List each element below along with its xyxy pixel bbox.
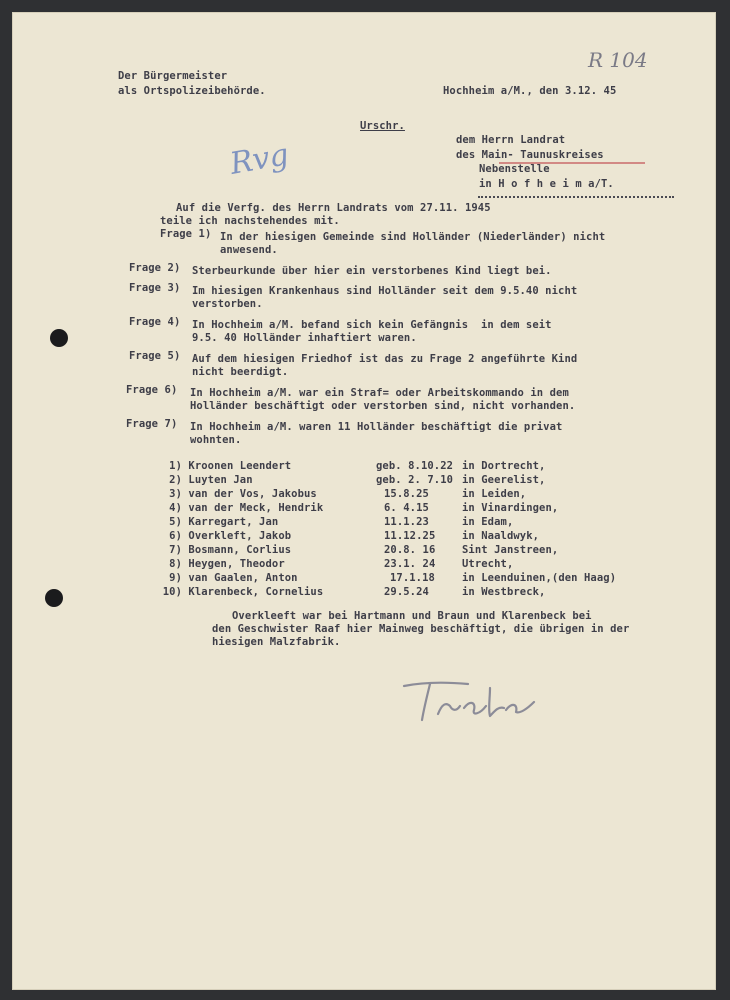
annotation-blue-mark: Rvg (227, 137, 292, 182)
person-born: 23.1. 24 (384, 558, 436, 570)
urschr-label: Urschr. (360, 120, 405, 132)
question-4-line-2: 9.5. 40 Holländer inhaftiert waren. (192, 332, 417, 344)
person-place: in Dortrecht, (462, 460, 546, 472)
person-row: 1) Kroonen Leendert (169, 460, 292, 472)
handwritten-signature (394, 672, 544, 728)
question-3-line-1: Im hiesigen Krankenhaus sind Holländer seit dem 9.5.40 nicht (192, 285, 578, 297)
question-4-label: Frage 4) (129, 316, 181, 328)
question-5-line-2: nicht beerdigt. (192, 366, 289, 378)
question-3-label: Frage 3) (129, 282, 181, 294)
address-rule (478, 196, 674, 199)
person-place: in Leenduinen,(den Haag) (462, 572, 617, 584)
person-born: 29.5.24 (384, 586, 429, 598)
person-place: Sint Janstreen, (462, 544, 559, 556)
person-row: 6) Overkleft, Jakob (169, 530, 292, 542)
question-6-label: Frage 6) (126, 384, 178, 396)
recipient-line-4: in H o f h e i m a/T. (479, 178, 614, 190)
intro-line-1: Auf die Verfg. des Herrn Landrats vom 27.11. 1945 (176, 202, 491, 214)
person-born: 11.12.25 (384, 530, 436, 542)
person-born: geb. 8.10.22 (376, 460, 454, 472)
person-place: in Naaldwyk, (462, 530, 540, 542)
intro-line-2: teile ich nachstehendes mit. (160, 215, 340, 227)
recipient-line-3: Nebenstelle (479, 163, 550, 175)
person-row: 10) Klarenbeck, Cornelius (162, 586, 324, 598)
person-place: in Edam, (462, 516, 514, 528)
punch-hole-top (50, 329, 68, 347)
document-page (12, 12, 716, 990)
question-6-line-1: In Hochheim a/M. war ein Straf= oder Arbeitskommando in dem (190, 387, 569, 399)
sender-line-1: Der Bürgermeister (118, 70, 228, 82)
person-place: in Geerelist, (462, 474, 546, 486)
person-place: in Leiden, (462, 488, 527, 500)
question-7-label: Frage 7) (126, 418, 178, 430)
question-2-label: Frage 2) (129, 262, 181, 274)
question-4-line-1: In Hochheim a/M. befand sich kein Gefängnis in dem seit (192, 319, 552, 331)
closing-line-1: Overkleeft war bei Hartmann und Braun und Klarenbeck bei (232, 610, 592, 622)
closing-line-3: hiesigen Malzfabrik. (212, 636, 341, 648)
place-date: Hochheim a/M., den 3.12. 45 (443, 85, 617, 97)
question-1-line-1: In der hiesigen Gemeinde sind Holländer (Niederländer) nicht (220, 231, 606, 243)
question-7-line-2: wohnten. (190, 434, 242, 446)
person-born: 11.1.23 (384, 516, 429, 528)
question-7-line-1: In Hochheim a/M. waren 11 Holländer beschäftigt die privat (190, 421, 563, 433)
annotation-top-right: R 104 (588, 48, 648, 72)
person-born: 17.1.18 (390, 572, 435, 584)
person-place: in Westbreck, (462, 586, 546, 598)
closing-line-2: den Geschwister Raaf hier Mainweg beschäftigt, die übrigen in der (212, 623, 630, 635)
recipient-line-2: des Main- Taunuskreises (456, 149, 604, 161)
person-row: 4) van der Meck, Hendrik (169, 502, 324, 514)
person-place: Utrecht, (462, 558, 514, 570)
person-row: 9) van Gaalen, Anton (169, 572, 298, 584)
person-place: in Vinardingen, (462, 502, 559, 514)
recipient-line-1: dem Herrn Landrat (456, 134, 566, 146)
person-row: 5) Karregart, Jan (169, 516, 279, 528)
person-born: geb. 2. 7.10 (376, 474, 454, 486)
question-2-line-1: Sterbeurkunde über hier ein verstorbenes Kind liegt bei. (192, 265, 552, 277)
question-5-label: Frage 5) (129, 350, 181, 362)
question-6-line-2: Holländer beschäftigt oder verstorben sind, nicht vorhanden. (190, 400, 576, 412)
question-1-label: Frage 1) (160, 228, 212, 240)
person-born: 15.8.25 (384, 488, 429, 500)
sender-line-2: als Ortspolizeibehörde. (118, 85, 266, 97)
person-row: 7) Bosmann, Corlius (169, 544, 292, 556)
person-born: 20.8. 16 (384, 544, 436, 556)
question-1-line-2: anwesend. (220, 244, 278, 256)
punch-hole-bottom (45, 589, 63, 607)
person-row: 3) van der Vos, Jakobus (169, 488, 317, 500)
person-row: 2) Luyten Jan (169, 474, 253, 486)
person-row: 8) Heygen, Theodor (169, 558, 285, 570)
question-5-line-1: Auf dem hiesigen Friedhof ist das zu Frage 2 angeführte Kind (192, 353, 578, 365)
person-born: 6. 4.15 (384, 502, 429, 514)
question-3-line-2: verstorben. (192, 298, 263, 310)
